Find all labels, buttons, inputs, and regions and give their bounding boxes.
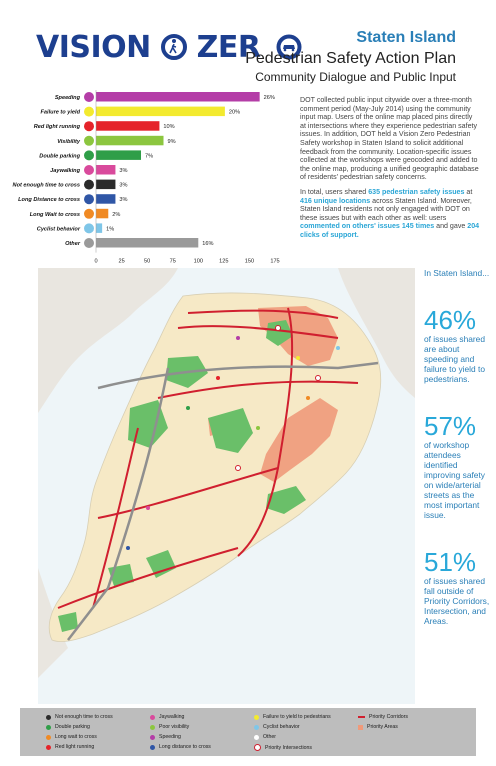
page-subtitle: Community Dialogue and Public Input bbox=[255, 70, 456, 84]
bar-value-label: 3% bbox=[119, 197, 128, 204]
legend-swatch bbox=[46, 725, 51, 730]
legend-label: Double parking bbox=[55, 724, 90, 730]
legend-swatch bbox=[254, 744, 261, 751]
bar-value-label: 16% bbox=[202, 241, 214, 247]
logo-text-zero: ZER bbox=[196, 30, 261, 65]
legend-label: Cyclist behavior bbox=[263, 724, 300, 730]
stats-column bbox=[424, 268, 490, 626]
legend-item bbox=[46, 724, 90, 730]
bar-category-label: Red light running bbox=[33, 124, 80, 131]
legend-label: Priority Areas bbox=[367, 724, 398, 730]
stat-2-text: of workshop attendees identified improving safety on wide/arterial streets as the most important issue. bbox=[424, 440, 485, 520]
issue-pin[interactable] bbox=[256, 426, 260, 430]
body-paragraph-2 bbox=[300, 188, 480, 240]
legend-item bbox=[254, 744, 312, 751]
bar-value-label: 1% bbox=[106, 226, 115, 233]
x-tick-label: 0 bbox=[94, 258, 98, 265]
bar-category-label: Other bbox=[65, 241, 80, 247]
issue-pin[interactable] bbox=[236, 336, 240, 340]
category-icon bbox=[84, 223, 94, 233]
x-tick-label: 150 bbox=[244, 258, 255, 265]
x-tick-label: 50 bbox=[144, 258, 151, 265]
legend-item bbox=[150, 714, 184, 720]
logo-text-vision: VISION bbox=[36, 30, 151, 65]
priority-intersection[interactable] bbox=[236, 466, 241, 471]
legend-item bbox=[150, 744, 211, 750]
bar-category-label: Not enough time to cross bbox=[12, 182, 80, 189]
map-canvas bbox=[38, 268, 415, 704]
legend-label: Jaywalking bbox=[159, 714, 185, 720]
issue-pin[interactable] bbox=[306, 396, 310, 400]
issue-pin[interactable] bbox=[296, 356, 300, 360]
legend-label: Other bbox=[263, 734, 276, 740]
issue-pin[interactable] bbox=[336, 346, 340, 350]
highlight-comment-count: commented on others' issues 145 times bbox=[300, 222, 435, 231]
bar-value-label: 26% bbox=[263, 95, 275, 101]
category-icon bbox=[84, 92, 94, 102]
legend-item bbox=[46, 744, 94, 750]
bar-category-label: Speeding bbox=[54, 95, 80, 101]
issue-pin[interactable] bbox=[216, 376, 220, 380]
bar-value-label: 9% bbox=[167, 138, 176, 145]
legend-item bbox=[150, 734, 181, 740]
body-text-segment: and gave bbox=[434, 222, 468, 231]
bar-value-label: 20% bbox=[228, 109, 241, 116]
bar-1 bbox=[96, 92, 260, 102]
bar-7 bbox=[96, 180, 115, 190]
bar-value-label: 7% bbox=[145, 153, 154, 160]
legend-swatch bbox=[46, 735, 51, 740]
legend-item bbox=[254, 724, 300, 730]
bar-2 bbox=[96, 107, 225, 117]
bar-11 bbox=[96, 238, 198, 248]
body-text bbox=[300, 96, 480, 246]
bar-5 bbox=[96, 150, 141, 160]
legend-swatch bbox=[254, 725, 259, 730]
body-text-segment: across Staten Island. Moreover, Staten Island residents not only engaged with DOT on these issues but with each other as well: users bbox=[300, 196, 472, 222]
bar-10 bbox=[96, 223, 102, 233]
legend-swatch bbox=[150, 735, 155, 740]
x-tick-label: 175 bbox=[270, 258, 280, 265]
legend-label: Long distance to cross bbox=[159, 744, 211, 750]
bar-category-label: Cyclist behavior bbox=[36, 226, 80, 233]
category-icon bbox=[84, 150, 94, 160]
bar-value-label: 2% bbox=[112, 211, 121, 218]
legend-swatch bbox=[46, 745, 51, 750]
legend-swatch bbox=[254, 735, 259, 740]
legend-item bbox=[358, 724, 398, 730]
bar-4 bbox=[96, 136, 164, 146]
stat-3-text: of issues shared fall outside of Priority Corridors, Intersection, and Areas. bbox=[424, 576, 490, 626]
legend-item bbox=[358, 714, 408, 720]
category-icon bbox=[84, 107, 94, 117]
bar-value-label: 3% bbox=[119, 168, 128, 174]
highlight-issue-count: 635 pedestrian safety issues bbox=[368, 187, 465, 196]
legend-label: Poor visibility bbox=[159, 724, 190, 730]
category-icon bbox=[84, 165, 94, 175]
bar-category-label: Long Wait to cross bbox=[29, 211, 80, 218]
stat-3-value: 51% bbox=[424, 547, 477, 577]
legend-label: Not enough time to cross bbox=[55, 714, 113, 720]
legend-swatch bbox=[150, 715, 155, 720]
stat-2-value: 57% bbox=[424, 411, 477, 441]
bar-category-label: Jaywalking bbox=[50, 168, 80, 174]
category-icon bbox=[84, 194, 94, 204]
priority-intersection[interactable] bbox=[316, 376, 321, 381]
category-icon bbox=[84, 136, 94, 146]
x-tick-label: 75 bbox=[169, 258, 176, 265]
legend-swatch bbox=[46, 715, 51, 720]
legend-item bbox=[150, 724, 189, 730]
legend-label: Priority Intersections bbox=[265, 744, 312, 751]
map-legend bbox=[20, 708, 476, 756]
bar-category-label: Long Distance to cross bbox=[18, 197, 80, 204]
legend-item bbox=[46, 714, 113, 720]
priority-intersection[interactable] bbox=[276, 326, 281, 331]
bar-category-label: Double parking bbox=[39, 153, 80, 160]
legend-label: Failure to yield to pedestrians bbox=[263, 714, 331, 720]
region-title: Staten Island bbox=[356, 29, 456, 46]
x-tick-label: 100 bbox=[193, 258, 203, 265]
legend-swatch bbox=[358, 725, 363, 730]
body-text-segment: at bbox=[464, 187, 473, 196]
legend-swatch bbox=[358, 716, 365, 718]
highlight-location-count: 416 unique locations bbox=[300, 196, 371, 205]
body-text-segment: In total, users shared bbox=[300, 187, 369, 196]
bar-category-label: Visibility bbox=[57, 138, 80, 145]
walking-person-o-icon bbox=[161, 34, 187, 60]
legend-swatch bbox=[150, 745, 155, 750]
issue-bar-chart bbox=[12, 86, 290, 266]
legend-label: Priority Corridors bbox=[369, 714, 408, 720]
legend-item bbox=[254, 734, 276, 740]
x-tick-label: 125 bbox=[219, 258, 229, 265]
legend-label: Red light running bbox=[55, 744, 95, 750]
category-icon bbox=[84, 121, 94, 131]
body-paragraph-1: DOT collected public input citywide over a three-month comment period (May-July 2014) using the community input map. Users of the online map placed pins directly at intersections where they experience pedestrian safety issues. In addition, DOT held a Vision Zero Pedestrian Safety workshop in Staten Island to solicit additional feedback from the community. Location-specific issues collected at the workshops were geocoded and added to the online map, producing a unified geographic database of residents' pedestrian safety concerns. bbox=[300, 96, 479, 182]
legend-swatch bbox=[150, 725, 155, 730]
legend-item bbox=[46, 734, 97, 740]
bar-category-label: Failure to yield bbox=[40, 109, 80, 116]
legend-label: Speeding bbox=[159, 734, 181, 740]
bar-9 bbox=[96, 209, 108, 219]
stat-1-value: 46% bbox=[424, 305, 477, 335]
bar-value-label: 3% bbox=[119, 182, 128, 189]
bar-6 bbox=[96, 165, 115, 175]
bar-8 bbox=[96, 194, 115, 204]
x-tick-label: 25 bbox=[118, 258, 125, 265]
staten-island-map[interactable] bbox=[38, 268, 415, 704]
bar-value-label: 10% bbox=[163, 124, 175, 131]
issue-pin[interactable] bbox=[186, 406, 190, 410]
page-title: Pedestrian Safety Action Plan bbox=[245, 50, 456, 67]
category-icon bbox=[84, 238, 94, 248]
legend-swatch bbox=[254, 715, 259, 720]
legend-item bbox=[254, 714, 331, 720]
issue-pin[interactable] bbox=[146, 506, 150, 510]
category-icon bbox=[84, 180, 94, 190]
issue-pin[interactable] bbox=[126, 546, 130, 550]
highlight-support-count: 204 clicks of support. bbox=[300, 222, 480, 239]
bar-3 bbox=[96, 121, 159, 131]
stats-intro: In Staten Island... bbox=[424, 268, 490, 278]
category-icon bbox=[84, 209, 94, 219]
stat-1-text: of issues shared are about speeding and failure to yield to pedestrians. bbox=[424, 334, 485, 384]
legend-label: Long wait to cross bbox=[55, 734, 97, 740]
